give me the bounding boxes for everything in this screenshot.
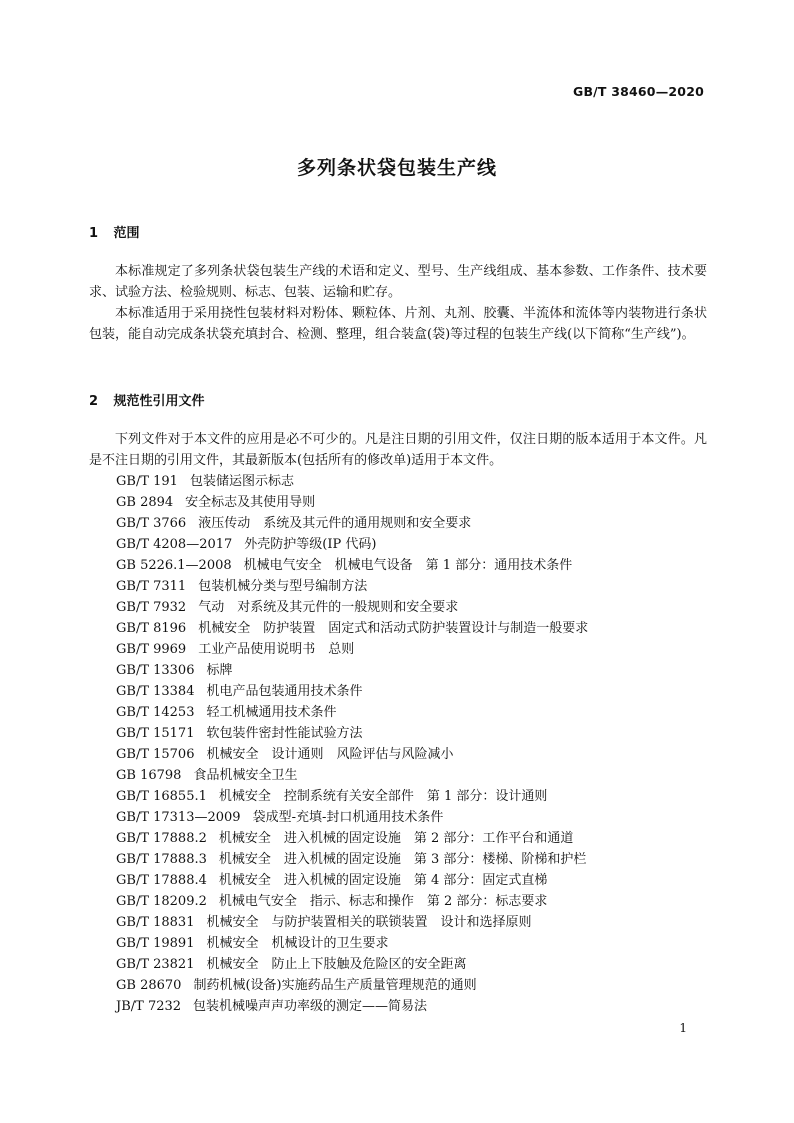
reference-code: GB/T 18209.2 (116, 894, 207, 909)
reference-title: 机械安全 进入机械的固定设施 第 4 部分：固定式直梯 (218, 873, 548, 888)
reference-title: 机电产品包装通用技术条件 (206, 684, 363, 699)
reference-title: 机械安全 设计通则 风险评估与风险减小 (206, 747, 454, 762)
reference-item (116, 975, 588, 996)
reference-title: 机械安全 与防护装置相关的联锁装置 设计和选择原则 (206, 915, 532, 930)
reference-title: 包装机械噪声声功率级的测定——简易法 (193, 999, 428, 1014)
reference-item (116, 723, 588, 744)
reference-code: GB/T 191 (116, 474, 178, 489)
section-title: 范围 (113, 226, 140, 241)
reference-code: GB/T 16855.1 (116, 789, 207, 804)
reference-item (116, 513, 588, 534)
reference-code: GB 28670 (116, 978, 182, 993)
reference-code: GB/T 15706 (116, 747, 195, 762)
reference-title: 机械安全 进入机械的固定设施 第 3 部分：楼梯、阶梯和护栏 (218, 852, 587, 867)
reference-item (116, 660, 588, 681)
reference-title: 制药机械(设备)实施药品生产质量管理规范的通则 (193, 978, 477, 993)
reference-item (116, 765, 588, 786)
reference-title: 机械电气安全 机械电气设备 第 1 部分：通用技术条件 (243, 558, 573, 573)
reference-code: GB 2894 (116, 495, 174, 510)
reference-title: 外壳防护等级(IP 代码) (244, 537, 377, 552)
reference-code: GB/T 17888.2 (116, 831, 207, 846)
reference-code: GB/T 19891 (116, 936, 195, 951)
reference-item (116, 933, 588, 954)
reference-item (116, 597, 588, 618)
reference-item (116, 891, 588, 912)
reference-title: 安全标志及其使用导则 (185, 495, 316, 510)
reference-item (116, 996, 588, 1017)
section-title: 规范性引用文件 (113, 394, 205, 409)
references-intro-paragraph: 下列文件对于本文件的应用是必不可少的。凡是注日期的引用文件，仅注日期的版本适用于本文件。凡是不注日期的引用文件，其最新版本(包括所有的修改单)适用于本文件。 (89, 432, 707, 468)
reference-code: JB/T 7232 (116, 999, 182, 1014)
reference-title: 轻工机械通用技术条件 (206, 705, 337, 720)
reference-item (116, 639, 588, 660)
reference-item (116, 786, 588, 807)
reference-title: 包装机械分类与型号编制方法 (198, 579, 368, 594)
reference-item (116, 576, 588, 597)
reference-item (116, 828, 588, 849)
reference-item (116, 492, 588, 513)
reference-item (116, 618, 588, 639)
reference-item (116, 870, 588, 891)
reference-item (116, 702, 588, 723)
scope-paragraph-1: 本标准规定了多列条状袋包装生产线的术语和定义、型号、生产线组成、基本参数、工作条件、技术要求、试验方法、检验规则、标志、包装、运输和贮存。 (89, 264, 707, 300)
reference-title: 机械安全 控制系统有关安全部件 第 1 部分：设计通则 (218, 789, 548, 804)
reference-item (116, 912, 588, 933)
reference-item (116, 849, 588, 870)
reference-code: GB/T 15171 (116, 726, 195, 741)
reference-code: GB 5226.1—2008 (116, 558, 232, 573)
reference-title: 软包装件密封性能试验方法 (206, 726, 363, 741)
reference-title: 工业产品使用说明书 总则 (198, 642, 355, 657)
reference-code: GB/T 17888.3 (116, 852, 207, 867)
reference-title: 液压传动 系统及其元件的通用规则和安全要求 (198, 516, 472, 531)
reference-title: 标牌 (206, 663, 233, 678)
reference-title: 气动 对系统及其元件的一般规则和安全要求 (198, 600, 459, 615)
section-1-heading (89, 222, 140, 241)
section-number: 2 (89, 394, 99, 409)
reference-item (116, 471, 588, 492)
section-2-heading (89, 390, 205, 409)
reference-code: GB/T 14253 (116, 705, 195, 720)
reference-code: GB/T 13384 (116, 684, 195, 699)
page-number: 1 (679, 1021, 687, 1035)
reference-item (116, 555, 588, 576)
scope-paragraph-2: 本标准适用于采用挠性包装材料对粉体、颗粒体、片剂、丸剂、胶囊、半流体和流体等内装物进行条状包装，能自动完成条状袋充填封合、检测、整理，组合装盒(袋)等过程的包装生产线(以下简称“生产线”)。 (89, 306, 707, 342)
reference-title: 机械安全 进入机械的固定设施 第 2 部分：工作平台和通道 (218, 831, 574, 846)
reference-title: 机械安全 防止上下肢触及危险区的安全距离 (206, 957, 467, 972)
reference-item (116, 954, 588, 975)
reference-code: GB/T 8196 (116, 621, 187, 636)
reference-code: GB/T 3766 (116, 516, 187, 531)
reference-code: GB/T 9969 (116, 642, 187, 657)
reference-code: GB/T 17888.4 (116, 873, 207, 888)
reference-code: GB/T 17313—2009 (116, 810, 241, 825)
reference-item (116, 534, 588, 555)
reference-title: 机械安全 防护装置 固定式和活动式防护装置设计与制造一般要求 (198, 621, 589, 636)
reference-title: 袋成型-充填-封口机通用技术条件 (252, 810, 444, 825)
reference-item (116, 744, 588, 765)
reference-code: GB/T 7311 (116, 579, 187, 594)
reference-code: GB/T 7932 (116, 600, 187, 615)
reference-item (116, 681, 588, 702)
reference-title: 机械安全 机械设计的卫生要求 (206, 936, 389, 951)
reference-title: 包装储运图示标志 (189, 474, 294, 489)
section-number: 1 (89, 226, 99, 241)
reference-code: GB/T 23821 (116, 957, 195, 972)
reference-code: GB/T 18831 (116, 915, 195, 930)
document-title: 多列条状袋包装生产线 (296, 157, 497, 179)
reference-code: GB/T 4208—2017 (116, 537, 233, 552)
reference-code: GB 16798 (116, 768, 182, 783)
standard-code: GB/T 38460—2020 (572, 84, 704, 99)
reference-code: GB/T 13306 (116, 663, 195, 678)
reference-item (116, 807, 588, 828)
reference-title: 机械电气安全 指示、标志和操作 第 2 部分：标志要求 (218, 894, 548, 909)
normative-references-list (116, 471, 588, 1017)
reference-title: 食品机械安全卫生 (193, 768, 298, 783)
